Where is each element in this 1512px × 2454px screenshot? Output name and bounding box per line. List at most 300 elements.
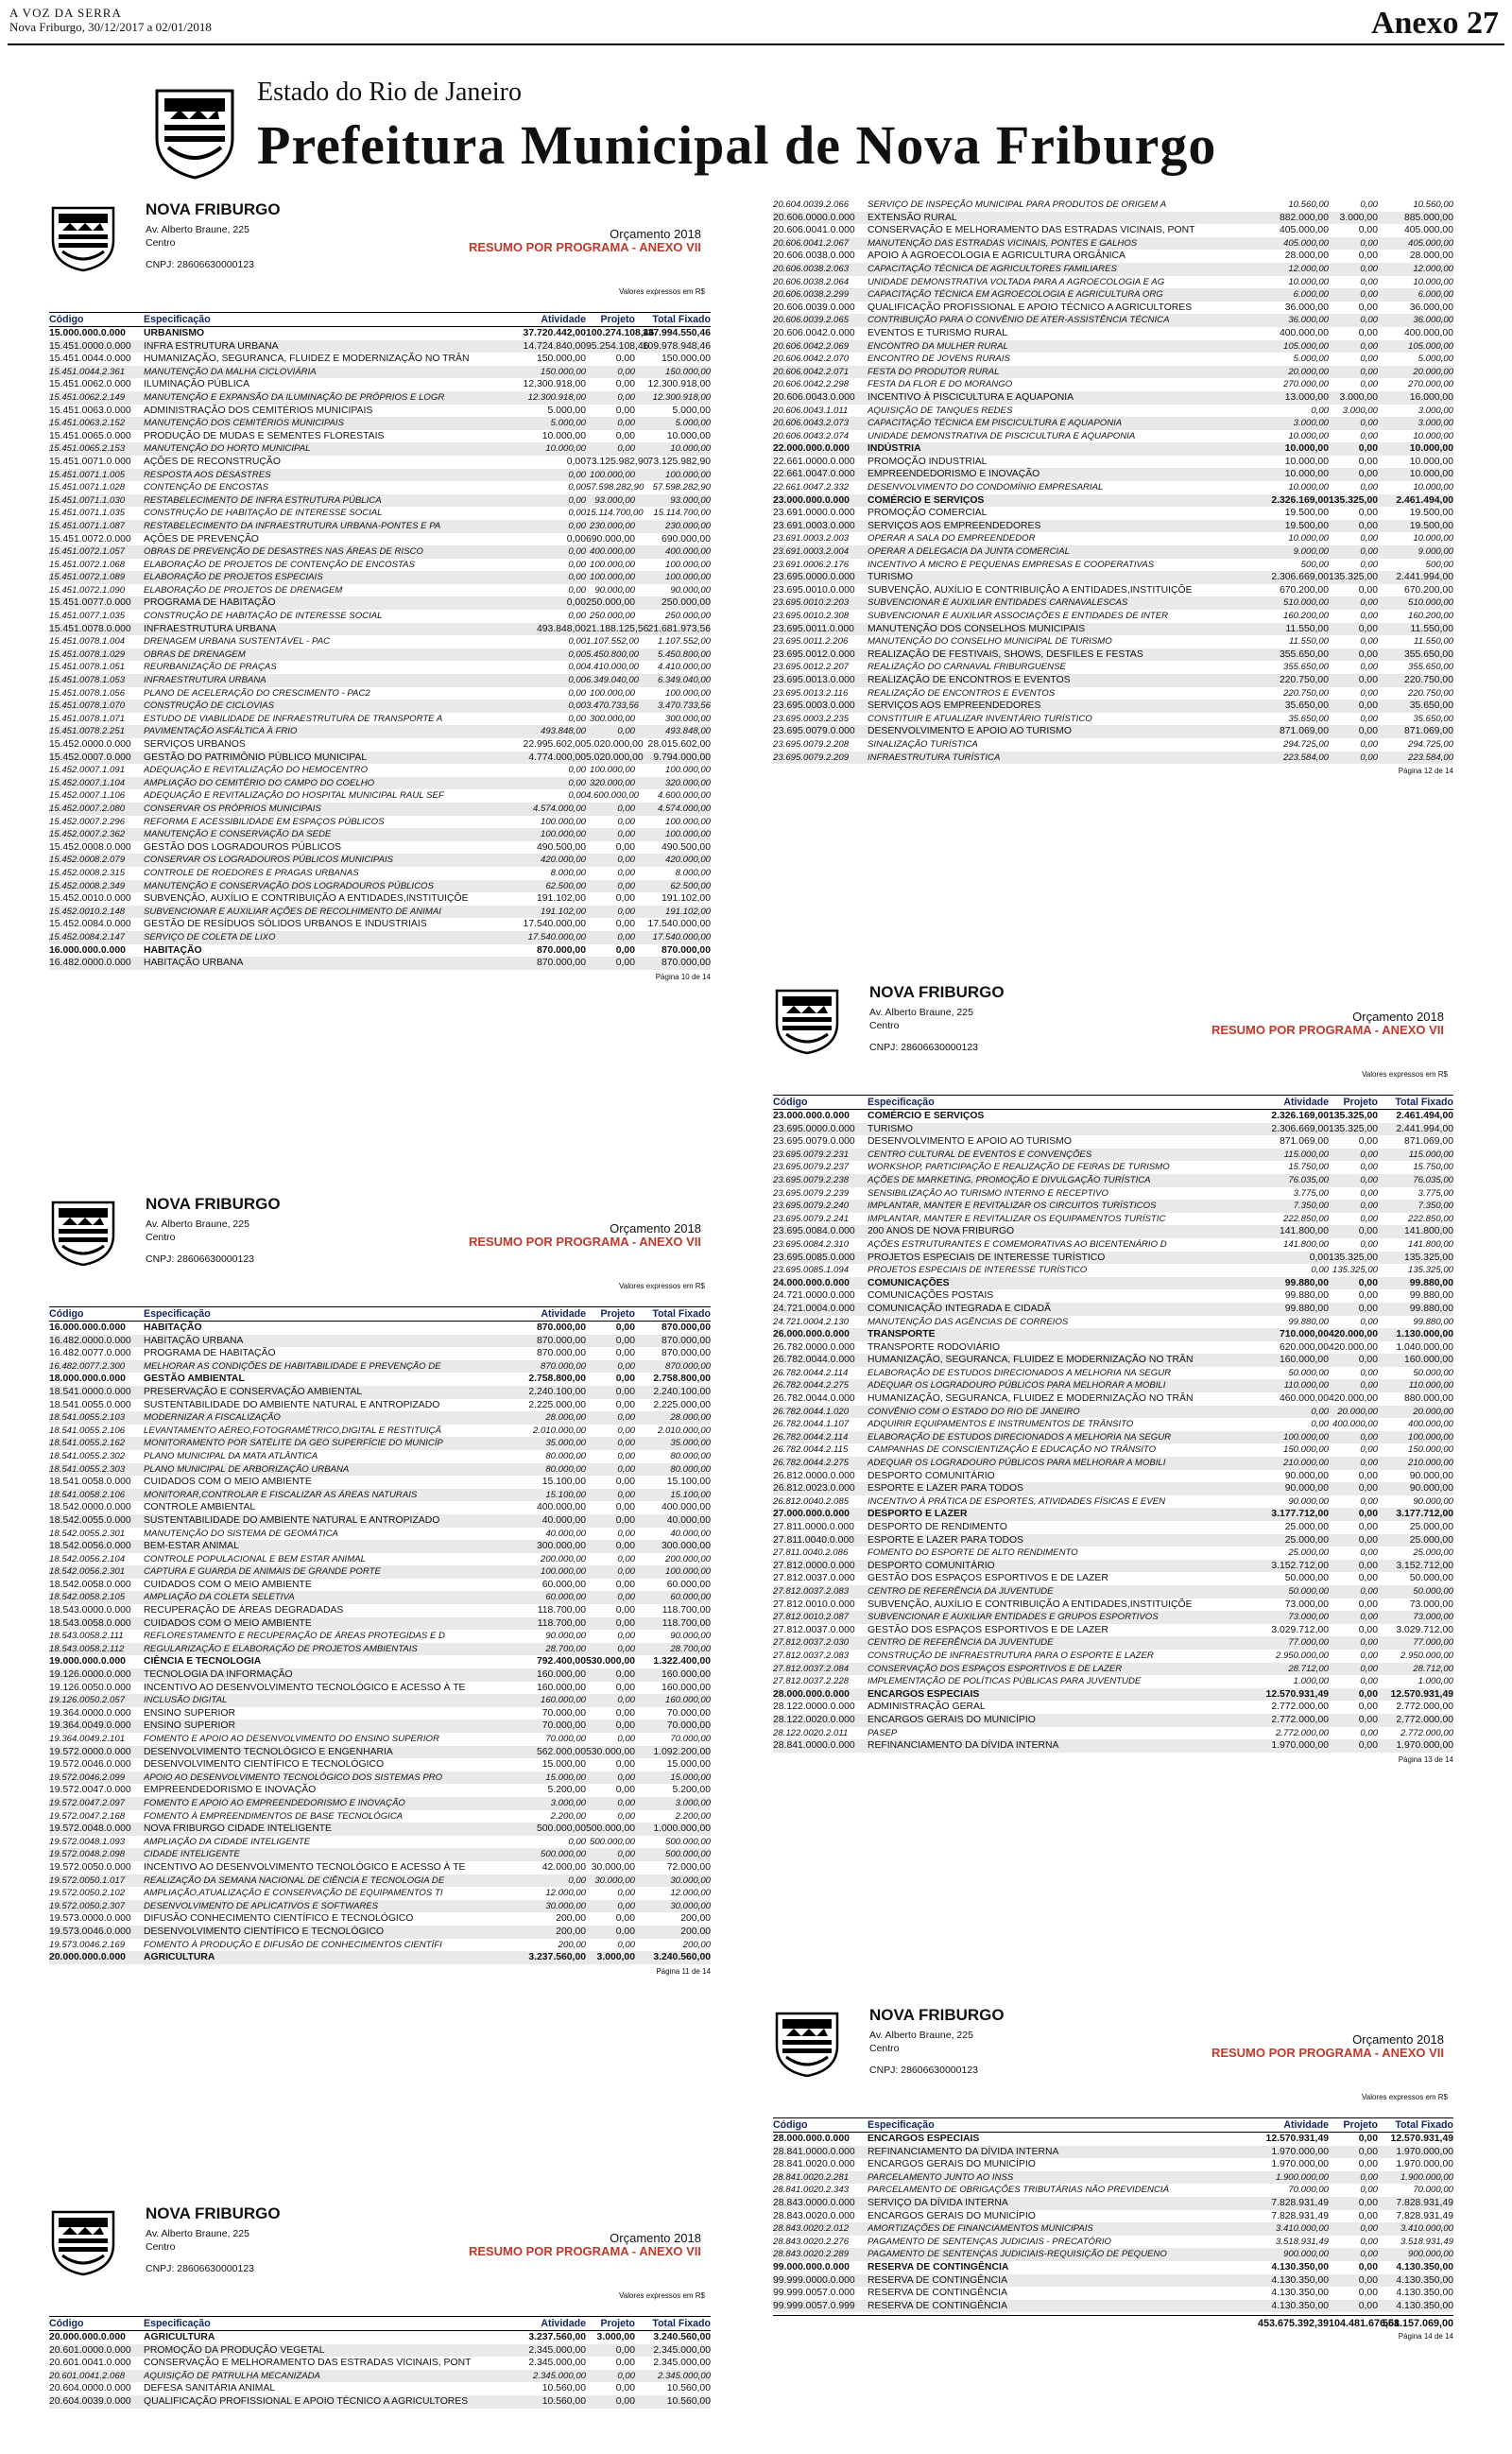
cell-total: 1.000.000,00: [653, 1823, 711, 1835]
cell-atividade: 0,00: [568, 765, 586, 776]
cnpj: CNPJ: 28606630000123: [869, 1042, 979, 1053]
table-row: [49, 1758, 711, 1771]
table-row: [49, 700, 711, 713]
cell-atividade: 4.574.000,00: [532, 803, 586, 814]
cell-especificacao: PRESERVAÇÃO E CONSERVAÇÃO AMBIENTAL: [144, 1386, 363, 1397]
cell-especificacao: URBANISMO: [144, 328, 205, 338]
cell-especificacao: APOIO À AGROECOLOGIA E AGRICULTURA ORGÂNICA: [868, 251, 1125, 262]
cell-atividade: 3.775,00: [1293, 1187, 1329, 1199]
table-row: [773, 1431, 1453, 1444]
cell-atividade: 3.410.000,00: [1275, 2223, 1329, 2235]
cell-projeto: 0,00: [1360, 1367, 1378, 1378]
cell-projeto: 0,00: [617, 1360, 635, 1372]
cell-especificacao: EMPREENDEDORISMO E INOVAÇÃO: [868, 469, 1040, 480]
cell-codigo: 19.572.0047.2.168: [49, 1810, 126, 1822]
cell-atividade: 493.848,00: [536, 623, 586, 634]
cell-atividade: 12.000,00: [1288, 263, 1329, 274]
cell-projeto: 0,00: [617, 803, 635, 814]
cell-projeto: 0,00: [1360, 2249, 1378, 2260]
cell-projeto: 0,00: [617, 1734, 635, 1744]
cell-projeto: 420.000,00: [1329, 1329, 1379, 1340]
cell-atividade: 900.000,00: [1282, 2249, 1329, 2260]
cell-especificacao: INCENTIVO À MICRO E PEQUENAS EMPRESAS E COOPERATIVAS: [868, 559, 1155, 570]
table-row: [49, 1733, 711, 1746]
cell-atividade: 0,00: [568, 520, 586, 531]
cell-atividade: 50.000,00: [1284, 1573, 1329, 1584]
table-row: [773, 1354, 1453, 1367]
cell-atividade: 0,00: [566, 597, 586, 609]
cell-atividade: 0,00: [568, 611, 586, 622]
cell-projeto: 0,00: [1360, 1174, 1378, 1185]
cell-codigo: 22.000.000.0.000: [773, 443, 850, 455]
cell-codigo: 19.364.0049.2.101: [49, 1734, 126, 1744]
cell-atividade: 0,00: [1311, 1265, 1329, 1276]
cell-codigo: 20.000.000.0.000: [49, 1952, 126, 1963]
cell-projeto: 0,00: [1360, 1431, 1378, 1443]
cell-codigo: 19.572.0046.2.099: [49, 1771, 126, 1783]
address-line: Av. Alberto Braune, 225: [146, 2228, 249, 2239]
cell-codigo: 28.843.0020.0.000: [773, 2210, 855, 2221]
cell-projeto: 0,00: [615, 1514, 635, 1526]
table-row: [773, 520, 1453, 533]
cell-atividade: 0,00: [568, 584, 586, 596]
cell-total: 99.880,00: [1413, 1316, 1453, 1327]
cell-codigo: 26.782.0044.2.115: [773, 1444, 849, 1456]
cell-total: 28.000,00: [670, 1412, 711, 1424]
cell-codigo: 26.782.0044.0.000: [773, 1393, 855, 1405]
cell-codigo: 20.601.0041.0.000: [49, 2358, 131, 2369]
cell-codigo: 18.543.0058.2.111: [49, 1631, 124, 1642]
table-row: [773, 250, 1453, 263]
col-codigo: Código: [49, 1308, 84, 1320]
cell-projeto: 0,00: [617, 1425, 635, 1436]
cell-total: 141.800,00: [1407, 1238, 1453, 1250]
total-spacer: [773, 2318, 868, 2329]
table-body: [773, 199, 1453, 764]
cell-total: 141.800,00: [1403, 1226, 1453, 1237]
table-row: [773, 507, 1453, 520]
cell-projeto: 420.000,00: [1329, 1393, 1379, 1405]
table-row: [49, 2370, 711, 2383]
col-projeto: Projeto: [600, 314, 635, 325]
cell-codigo: 20.606.0039.2.065: [773, 315, 850, 326]
cell-total: 73.000,00: [1413, 1612, 1453, 1623]
cell-projeto: 0,00: [1360, 1612, 1378, 1623]
table-row: [773, 1714, 1453, 1727]
cell-atividade: 160.000,00: [1279, 1355, 1329, 1366]
cell-total: 105.000,00: [1407, 340, 1453, 352]
cell-especificacao: DESENVOLVIMENTO TECNOLÓGICO E ENGENHARIA: [144, 1746, 393, 1757]
cell-total: 220.750,00: [1407, 687, 1453, 699]
cell-especificacao: MODERNIZAR A FISCALIZAÇÃO: [144, 1412, 281, 1424]
cell-atividade: 25.000,00: [1284, 1534, 1329, 1546]
table-row: [773, 1560, 1453, 1573]
cell-atividade: 3.177.712,00: [1271, 1509, 1329, 1520]
cell-codigo: 23.695.0079.2.240: [773, 1201, 850, 1212]
cell-atividade: 73.000,00: [1288, 1612, 1329, 1623]
table-row: [49, 1528, 711, 1541]
table-header: [49, 2316, 711, 2331]
table-row: [49, 931, 711, 944]
cell-atividade: 0,00: [1311, 1419, 1329, 1430]
city-crest-icon: [49, 1199, 117, 1267]
cell-projeto: 0,00: [617, 1450, 635, 1461]
table-row: [773, 1470, 1453, 1483]
address-line: Centro: [869, 1020, 900, 1031]
cell-total: 17.540.000,00: [652, 931, 711, 942]
cell-codigo: 28.000.000.0.000: [773, 1688, 850, 1700]
cell-atividade: 115.000,00: [1283, 1149, 1329, 1160]
cell-projeto: 0,00: [1358, 1303, 1378, 1314]
cell-especificacao: DESENVOLVIMENTO DO CONDOMÍNIO EMPRESARIAL: [868, 482, 1104, 493]
table-row: [773, 1328, 1453, 1341]
cell-especificacao: CAPACITAÇÃO TÉCNICA DE AGRICULTORES FAMILIARES: [868, 263, 1117, 274]
cell-especificacao: FESTA DO PRODUTOR RURAL: [868, 366, 1000, 377]
cell-projeto: 0,00: [615, 2383, 635, 2394]
cell-total: 5.200,00: [672, 1785, 711, 1796]
table-row: [773, 596, 1453, 610]
cell-codigo: 20.601.0000.0.000: [49, 2344, 131, 2356]
cell-projeto: 3.000,00: [1339, 212, 1378, 223]
cell-codigo: 15.451.0072.1.057: [49, 546, 126, 558]
cell-total: 871.069,00: [1403, 726, 1453, 737]
block-header: [773, 2004, 1453, 2117]
cell-especificacao: DESPORTO COMUNITÁRIO: [868, 1560, 995, 1571]
cell-projeto: 93.000,00: [594, 494, 635, 506]
cell-especificacao: RECUPERAÇÃO DE ÁREAS DEGRADADAS: [144, 1605, 344, 1616]
table-row: [49, 944, 711, 958]
cell-projeto: 0,00: [1360, 1162, 1378, 1173]
col-projeto: Projeto: [1343, 2119, 1378, 2131]
table-row: [49, 353, 711, 366]
cell-projeto: 0,00: [615, 2344, 635, 2356]
address: [869, 1006, 973, 1032]
cell-total: 7.828.931,49: [1396, 2197, 1453, 2208]
cell-especificacao: OBRAS DE PREVENÇÃO DE DESASTRES NAS ÁREAS DE RISCO: [144, 546, 423, 558]
cell-atividade: 2.758.800,00: [528, 1374, 586, 1385]
cell-especificacao: MANUTENÇÃO DA MALHA CICLOVIÁRIA: [144, 366, 317, 377]
cell-total: 200.000,00: [664, 1553, 711, 1564]
cell-projeto: 0,00: [1358, 1277, 1378, 1288]
cell-atividade: 10.560,00: [541, 2383, 586, 2394]
table-header: [49, 312, 711, 327]
cell-atividade: 0,00: [568, 662, 586, 673]
cell-atividade: 12.300.918,00: [527, 391, 586, 403]
cell-especificacao: SUBVENCIONAR E AUXILIAR ASSOCIAÇÕES E ENTIDADES DE INTER: [868, 611, 1169, 621]
cell-projeto: 3.000,00: [1339, 391, 1378, 403]
cell-total: 3.470.733,56: [657, 700, 711, 712]
cell-total: 160.200,00: [1407, 611, 1453, 621]
col-atividade: Atividade: [541, 314, 586, 325]
table-row: [773, 199, 1453, 212]
cell-codigo: 23.691.0003.2.003: [773, 533, 850, 544]
cell-especificacao: CONSTRUÇÃO DE CICLOVIAS: [144, 700, 275, 712]
table-row: [49, 1912, 711, 1926]
cell-codigo: 16.482.0000.0.000: [49, 958, 131, 969]
cell-total: 30.000,00: [670, 1875, 711, 1886]
cell-total: 36.000,00: [1413, 315, 1453, 326]
cell-atividade: 3.518.931,49: [1275, 2236, 1329, 2247]
cell-especificacao: CONTROLE POPULACIONAL E BEM ESTAR ANIMAL: [144, 1553, 366, 1564]
cell-codigo: 15.452.0007.2.080: [49, 803, 126, 814]
cell-atividade: 5.000,00: [550, 418, 586, 429]
cell-codigo: 18.542.0000.0.000: [49, 1502, 131, 1513]
cell-projeto: 100.000,00: [589, 469, 635, 480]
table-row: [773, 661, 1453, 674]
table-row: [49, 880, 711, 893]
cell-total: 10.000,00: [1413, 482, 1453, 493]
cell-especificacao: TRANSPORTE RODOVIÁRIO: [868, 1341, 1001, 1353]
col-codigo: Código: [773, 2119, 808, 2131]
cell-atividade: 28.700,00: [545, 1643, 586, 1654]
cell-especificacao: SUSTENTABILIDADE DO AMBIENTE NATURAL E ANTROPIZADO: [144, 1399, 440, 1410]
cell-total: 70.000,00: [666, 1720, 711, 1732]
cell-projeto: 4.600.000,00: [586, 790, 640, 802]
cell-codigo: 20.604.0039.0.000: [49, 2395, 131, 2407]
cell-codigo: 20.606.0038.2.063: [773, 263, 850, 274]
table-row: [49, 584, 711, 597]
cell-atividade: 0,00: [1311, 1406, 1329, 1417]
table-row: [49, 1836, 711, 1849]
table-row: [773, 738, 1453, 752]
cell-total: 17.540.000,00: [647, 919, 711, 930]
cell-total: 885.000,00: [1403, 212, 1453, 223]
cell-atividade: 35.000,00: [545, 1438, 586, 1449]
cell-especificacao: EMPREENDEDORISMO E INOVAÇÃO: [144, 1785, 317, 1796]
cell-atividade: 10.000,00: [1288, 430, 1329, 441]
cell-atividade: 0,00: [568, 508, 586, 519]
cell-codigo: 19.126.0000.0.000: [49, 1669, 131, 1681]
cell-projeto: 0,00: [1360, 1676, 1378, 1687]
cell-atividade: 710.000,00: [1279, 1329, 1329, 1340]
col-especificacao: Especificação: [144, 314, 211, 325]
cell-atividade: 7.828.931,49: [1271, 2197, 1329, 2208]
cell-total: 490.500,00: [661, 841, 711, 853]
cell-atividade: 62.500,00: [545, 880, 586, 891]
cell-atividade: 0,00: [568, 469, 586, 480]
cell-projeto: 0,00: [617, 418, 635, 429]
table-row: [773, 378, 1453, 391]
budget-block: [49, 2203, 711, 2409]
cell-projeto: 21.188.125,56: [586, 623, 649, 634]
cell-atividade: 5.200,00: [547, 1785, 586, 1796]
cell-atividade: 90.000,00: [1284, 1470, 1329, 1481]
table-row: [49, 1450, 711, 1463]
cell-especificacao: SUBVENÇÃO, AUXÍLIO E CONTRIBUIÇÃO A ENTIDADES,INSTITUIÇÕE: [144, 893, 469, 905]
cell-codigo: 15.451.0071.0.000: [49, 456, 131, 467]
cell-atividade: 70.000,00: [541, 1720, 586, 1732]
cell-especificacao: CENTRO CULTURAL DE EVENTOS E CONVENÇÕES: [868, 1149, 1092, 1160]
table-row: [49, 777, 711, 790]
cell-total: 70.000,00: [666, 1707, 711, 1719]
cell-especificacao: REURBANIZAÇÃO DE PRAÇAS: [144, 662, 277, 673]
table-row: [49, 623, 711, 636]
cell-atividade: 0,00: [568, 559, 586, 570]
cell-atividade: 36.000,00: [1284, 302, 1329, 313]
cell-total: 12.300.918,00: [647, 379, 711, 390]
cell-codigo: 20.606.0041.0.000: [773, 225, 855, 236]
table-row: [773, 288, 1453, 302]
cell-especificacao: DESPORTO COMUNITÁRIO: [868, 1470, 995, 1481]
table-row: [49, 430, 711, 443]
cell-projeto: 0,00: [615, 1669, 635, 1681]
cell-projeto: 0,00: [1360, 738, 1378, 750]
cell-total: 4.130.350,00: [1396, 2261, 1453, 2273]
table-row: [49, 2357, 711, 2370]
cell-especificacao: FOMENTO E APOIO AO DESENVOLVIMENTO DO ENSINO SUPERIOR: [144, 1734, 439, 1744]
cell-especificacao: ELABORAÇÃO DE PROJETOS DE DRENAGEM: [144, 584, 343, 596]
cell-codigo: 15.451.0077.1.035: [49, 611, 126, 622]
cell-atividade: 70.000,00: [541, 1707, 586, 1719]
cell-atividade: 60.000,00: [541, 1579, 586, 1590]
table-row: [773, 327, 1453, 340]
cell-especificacao: GESTÃO DE RESÍDUOS SÓLIDOS URBANOS E INDUSTRIAIS: [144, 919, 427, 930]
cell-projeto: 0,00: [1360, 482, 1378, 493]
cell-codigo: 15.452.0008.2.349: [49, 880, 126, 891]
cell-especificacao: INFRAESTRUTURA URBANA: [144, 675, 266, 686]
cell-total: 405.000,00: [1407, 237, 1453, 249]
table-row: [773, 442, 1453, 456]
table-row: [773, 1123, 1453, 1136]
cell-especificacao: DRENAGEM URBANA SUSTENTÁVEL - PAC: [144, 636, 331, 648]
cell-projeto: 0,00: [1358, 2274, 1378, 2286]
table-row: [773, 2210, 1453, 2223]
cell-total: 250.000,00: [661, 597, 711, 609]
col-projeto: Projeto: [600, 2318, 635, 2329]
cell-projeto: 0,00: [617, 1566, 635, 1578]
cell-especificacao: ELABORAÇÃO DE PROJETOS DE CONTENÇÃO DE ENCOSTAS: [144, 559, 415, 570]
cell-projeto: 0,00: [617, 443, 635, 455]
cell-atividade: 150.000,00: [536, 354, 586, 365]
cell-atividade: 19.500,00: [1284, 520, 1329, 531]
cell-codigo: 18.543.0058.2.112: [49, 1643, 125, 1654]
cell-especificacao: REFLORESTAMENTO E RECUPERAÇÃO DE ÁREAS PROTEGIDAS E D: [144, 1631, 445, 1642]
cell-total: 28.700,00: [670, 1643, 711, 1654]
table-row: [49, 520, 711, 533]
cell-total: 1.040.000,00: [1396, 1341, 1453, 1353]
table-row: [49, 1810, 711, 1823]
table-row: [49, 816, 711, 829]
cell-projeto: 0,00: [1360, 1458, 1378, 1469]
table-row: [773, 648, 1453, 662]
cell-total: 10.000,00: [1413, 276, 1453, 287]
cell-atividade: 3.237.560,00: [528, 2332, 586, 2342]
address-line: Av. Alberto Braune, 225: [146, 224, 249, 235]
table-row: [773, 610, 1453, 623]
cell-codigo: 19.572.0048.0.000: [49, 1823, 131, 1835]
cell-total: 4.130.350,00: [1396, 2300, 1453, 2311]
block-header: [49, 1193, 711, 1306]
cell-total: 4.130.350,00: [1396, 2274, 1453, 2286]
col-especificacao: Especificação: [144, 1308, 211, 1320]
cell-projeto: 0,00: [1360, 379, 1378, 390]
cell-projeto: 0,00: [1358, 1599, 1378, 1610]
cell-especificacao: ADEQUAÇÃO E REVITALIZAÇÃO DO HEMOCENTRO: [144, 765, 369, 776]
cell-total: 60.000,00: [666, 1579, 711, 1590]
cell-total: 10.000,00: [1409, 456, 1453, 467]
cell-codigo: 18.542.0058.0.000: [49, 1579, 131, 1590]
cell-atividade: 10.000,00: [1288, 533, 1329, 544]
cell-total: 100.000,00: [664, 829, 711, 840]
cell-projeto: 0,00: [615, 1502, 635, 1513]
table-body: [49, 1322, 711, 1964]
cell-codigo: 15.451.0072.1.068: [49, 559, 126, 570]
cell-codigo: 15.452.0010.2.148: [49, 906, 126, 917]
cell-projeto: 0,00: [1360, 1380, 1378, 1391]
cell-codigo: 27.812.0000.0.000: [773, 1560, 855, 1571]
cell-codigo: 15.451.0063.2.152: [49, 418, 126, 429]
cell-especificacao: CUIDADOS COM O MEIO AMBIENTE: [144, 1477, 312, 1488]
table-row: [773, 1585, 1453, 1599]
table-row: [49, 918, 711, 931]
cell-projeto: 0,00: [617, 1412, 635, 1424]
cell-total: 20.000,00: [1413, 1406, 1453, 1417]
table-row: [49, 1784, 711, 1797]
address: [146, 223, 249, 250]
cell-especificacao: MANUTENÇÃO DOS CONSELHOS MUNICIPAIS: [868, 623, 1086, 634]
cell-especificacao: MANUTENÇÃO E EXPANSÃO DA ILUMINAÇÃO DE PRÓPRIOS E LOGR: [144, 391, 445, 403]
cell-projeto: 0,00: [1358, 1560, 1378, 1571]
cell-total: 870.000,00: [661, 1322, 711, 1333]
grand-total-row: [773, 2315, 1453, 2329]
cell-atividade: 493.848,00: [540, 726, 586, 737]
cell-codigo: 20.606.0038.2.299: [773, 289, 850, 301]
table-row: [49, 687, 711, 700]
cell-projeto: 0,00: [1358, 700, 1378, 712]
table-row: [773, 1149, 1453, 1162]
cell-atividade: 792.400,00: [536, 1656, 586, 1668]
cell-atividade: 25.000,00: [1284, 1522, 1329, 1532]
cell-codigo: 16.000.000.0.000: [49, 944, 126, 956]
cell-especificacao: SERVIÇOS AOS EMPREENDEDORES: [868, 700, 1041, 712]
cell-total: 135.325,00: [1407, 1265, 1453, 1276]
cell-projeto: 0,00: [617, 726, 635, 737]
table-row: [49, 1682, 711, 1695]
cell-total: 15.000,00: [666, 1759, 711, 1771]
cell-atividade: 7.350,00: [1293, 1201, 1329, 1212]
table-body: [49, 2331, 711, 2409]
cell-atividade: 15.750,00: [1288, 1162, 1329, 1173]
currency-note: Valores expressos em R$: [619, 287, 705, 296]
cell-projeto: 320.000,00: [589, 777, 635, 788]
cell-atividade: 222.850,00: [1282, 1213, 1329, 1224]
cell-codigo: 26.782.0044.0.000: [773, 1355, 855, 1366]
paper-name: A VOZ DA SERRA: [9, 6, 122, 20]
cell-projeto: 0,00: [1360, 354, 1378, 365]
cell-projeto: 0,00: [1358, 2134, 1378, 2144]
cell-projeto: 0,00: [1360, 2185, 1378, 2196]
cell-total: 250.000,00: [664, 611, 711, 622]
cell-total: 90.000,00: [670, 584, 711, 596]
table-row: [49, 1668, 711, 1682]
cell-projeto: 0,00: [615, 1707, 635, 1719]
cell-atividade: 17.540.000,00: [527, 931, 586, 942]
cell-atividade: 3.237.560,00: [528, 1952, 586, 1963]
table-row: [49, 2395, 711, 2409]
cell-especificacao: PLANO MUNICIPAL DA MATA ATLÂNTICA: [144, 1450, 318, 1461]
cell-total: 12.000,00: [670, 1888, 711, 1899]
cell-atividade: 2.345.000,00: [528, 2344, 586, 2356]
cell-codigo: 27.812.0037.0.000: [773, 1573, 855, 1584]
cell-total: 191.102,00: [661, 893, 711, 905]
cell-atividade: 7.828.931,49: [1271, 2210, 1329, 2221]
cell-especificacao: GESTÃO DOS LOGRADOUROS PÚBLICOS: [144, 841, 342, 853]
cell-codigo: 26.782.0044.2.114: [773, 1367, 849, 1378]
cell-total: 28.015.602,00: [647, 739, 711, 750]
cell-total: 118.700,00: [662, 1605, 711, 1616]
cell-total: 500.000,00: [664, 1836, 711, 1847]
cell-atividade: 160.000,00: [540, 1695, 586, 1706]
